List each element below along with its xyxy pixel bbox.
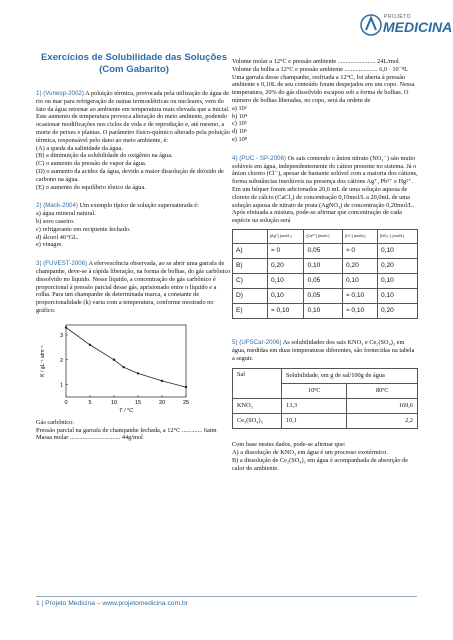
x-tick-label: 10 — [110, 399, 118, 406]
q4-header — [233, 229, 268, 243]
x-tick-label: 0 — [64, 399, 68, 406]
q3-option-a: a) 10² — [232, 104, 247, 112]
q4-row: C) 0,10 0,05 0,10 0,10 — [233, 273, 418, 288]
logo-name: MEDICINA — [383, 19, 453, 35]
left-column — [36, 52, 232, 442]
y-tick-label: 1 — [59, 382, 63, 389]
q2: 2) (Mack-2004) Um exemplo típico de solução supersaturada é: — [36, 202, 199, 210]
q2-option-b: b) soro caseiro. — [36, 217, 75, 225]
data-point — [65, 326, 67, 328]
y-tick-label: 2 — [59, 357, 63, 364]
q3-mass: Massa molar ................................ 44g/mol — [36, 434, 143, 442]
q5-option-b: B) a dissolução de Ce₂(SO₄)₃ em água é acompanhada de absorção de calor do ambiente. — [232, 456, 409, 472]
q2-option-a: a) água mineral natural. — [36, 210, 96, 218]
x-tick-label: 5 — [88, 399, 92, 406]
q3-text2: Uma garrafa desse champanhe, resfriada a 12°C, foi aberta à pressão ambiente e 0,10L de seu conteúdo foram despejados em um copo. Nessa temperatura, 20% do gás dissolvido escapou sob a forma de bolhas. O número de bolhas liberadas, no copo, será da ordem de — [232, 73, 415, 104]
q3-option-d: d) 10⁶ — [232, 128, 248, 136]
q2-option-c: c) refrigerante em recipiente fechado. — [36, 225, 131, 233]
q4-row: E) ≈ 0,10 0,10 ≈ 0,10 0,20 — [233, 303, 418, 318]
q1: 1) (Vunesp-2002) A poluição térmica, provocada pela utilização de água de rio ou mar para refrigeração de usinas termoelétricas ou nucleares, vem do fato da água retornar ao ambiente em temperatura mais elevada que a inicial. Este aumento de temperatura provoca alteração do meio ambiente, podendo ocasionar modificações nos ciclos de vida e de reprodução e, até mesmo, a morte de peixes e plantas. O parâmetro físico-químico alterado pela poluição térmica, responsável pelo dano ao meio ambiente, é: — [36, 90, 230, 144]
q4-header: [Ca²⁺] (mol/L) — [304, 229, 342, 243]
x-tick-label: 20 — [158, 399, 166, 406]
q2-option-e: e) vinagre. — [36, 241, 63, 249]
q5-header-salt: Sal — [233, 369, 282, 399]
q1-option-d: (D) o aumento da acidez da água, devido a maior dissolução de dióxido de carbono na água. — [36, 167, 224, 183]
q4-row: A) ≈ 0 0,05 ≈ 0 0,10 — [233, 243, 418, 258]
footer-divider — [36, 596, 417, 597]
q1-option-a: (A) a queda da salinidade da água. — [36, 144, 123, 152]
q5-header-solubility: Solubilidade, em g de sal/100g de água — [282, 369, 418, 384]
data-point — [122, 366, 124, 368]
logo-top: PROJETO — [384, 14, 412, 20]
data-point — [137, 372, 139, 374]
y-tick-label: 3 — [59, 332, 63, 339]
q5-temp-10: 10ºC — [282, 384, 347, 399]
q4: 4) (PUC - SP-2006) Os sais contendo o ânion nitrato (NO₃⁻) são muito solúveis em água, independentemente do cátion presente no sistema. Já o ânion cloreto (Cl⁻), apesar de bastante solúvel com a maioria dos cátions, forma substâncias insolúveis na presença dos cátions Ag⁺, Pb²⁺ e Hg²⁺. — [232, 154, 418, 186]
q1-option-c: (C) o aumento da pressão de vapor da água. — [36, 160, 147, 168]
q4-row: B) 0,20 0,10 0,20 0,20 — [233, 258, 418, 273]
q5-option-a: A) a dissolução de KNO₃ em água é um processo exotérmico. — [232, 449, 388, 457]
q5-solubility-table — [232, 368, 418, 429]
y-axis-label: K / gL⁻¹ atm⁻¹ — [40, 345, 46, 377]
q1-option-e: (E) o aumento do equilíbrio iônico da água. — [36, 183, 146, 191]
right-column — [232, 58, 418, 473]
q4-options-table — [232, 229, 418, 319]
x-tick-label: 25 — [182, 399, 190, 406]
q3-option-e: e) 10⁸ — [232, 135, 247, 143]
footer: 1 | Projeto Medicina – www.projetomedicina.com.br — [36, 600, 188, 607]
x-axis-label: T / °C — [118, 407, 134, 414]
data-point — [161, 379, 163, 381]
q5-text2: Com base nestes dados, pode-se afirmar que: — [232, 441, 346, 449]
q5-temp-80: 80ºC — [347, 384, 418, 399]
series-line — [66, 327, 186, 387]
q3-option-b: b) 10⁴ — [232, 112, 248, 120]
plot-frame — [66, 325, 186, 397]
k-vs-temperature-chart — [36, 319, 232, 415]
q5-row: Ce₂(SO₄)₃ 10,1 2,2 — [233, 414, 418, 429]
q3-molar-volume: Volume molar a 12°C e pressão ambiente ........................ 24L/mol — [232, 58, 399, 65]
q3-option-c: c) 10⁵ — [232, 120, 247, 128]
q4-header: [Cl⁻] (mol/L) — [342, 229, 377, 243]
q3: 3) (FUVEST-2006) A efervescência observada, ao se abrir uma garrafa de champanhe, deve-se à rápida liberação, na forma de bolhas, do gás carbônico dissolvido no líquido. Nesse líquido, a concentração de gás carbônico é proporcional à pressão parcial desse gás, aprisionado entre o líquido e a rolha. Para um champanhe de determinada marca, a constante de proporcionalidade (k) varia com a temperatura, conforme mostrado no gráfico. — [36, 260, 231, 314]
q5: 5) (UFSCar-2006) As solubilidades dos sais KNO₃ e Ce₂(SO₄)₃ em água, medidas em duas temperaturas diferentes, são fornecidas na tabela a seguir. — [232, 338, 415, 362]
q2-option-d: d) álcool 46°GL. — [36, 233, 79, 241]
q3-gas-label: Gás carbônico: — [36, 418, 74, 426]
q4-header: [NO₃⁻] (mol/L) — [377, 229, 417, 243]
logo-icon — [360, 12, 382, 38]
q1-option-b: (B) a diminuição da solubilidade do oxigênio na água. — [36, 152, 173, 160]
q5-row: KNO₃ 13,3 169,6 — [233, 399, 418, 414]
x-tick-label: 15 — [134, 399, 142, 406]
q3-pressure: Pressão parcial na garrafa de champanhe fechada, a 12°C ............. 6atm — [36, 426, 217, 434]
q4-text2: Em um béquer foram adicionados 20,0 mL de uma solução aquosa de cloreto de cálcio (CaCl₂) de concentração 0,10mol/L a 20,0mL de uma solução aquosa de nitrato de prata (AgNO₃) de concentração 0,20mol/L. Após efetuada a mistura, pode-se afirmar que concentração de cada espécie na solução será — [232, 185, 415, 225]
q3-bubble-volume: Volume da bolha a 12°C e pressão ambiente ..................... 6,0 · 10⁻⁸L — [232, 65, 408, 73]
data-point — [89, 343, 91, 345]
logo — [360, 12, 453, 40]
data-point — [113, 358, 115, 360]
page-title: Exercícios de Solubilidade das Soluções (Com Gabarito) — [40, 52, 228, 75]
q4-header: [Ag⁺] (mol/L) — [268, 229, 304, 243]
data-point — [185, 386, 187, 388]
q4-row: D) 0,10 0,05 ≈ 0,10 0,10 — [233, 288, 418, 303]
